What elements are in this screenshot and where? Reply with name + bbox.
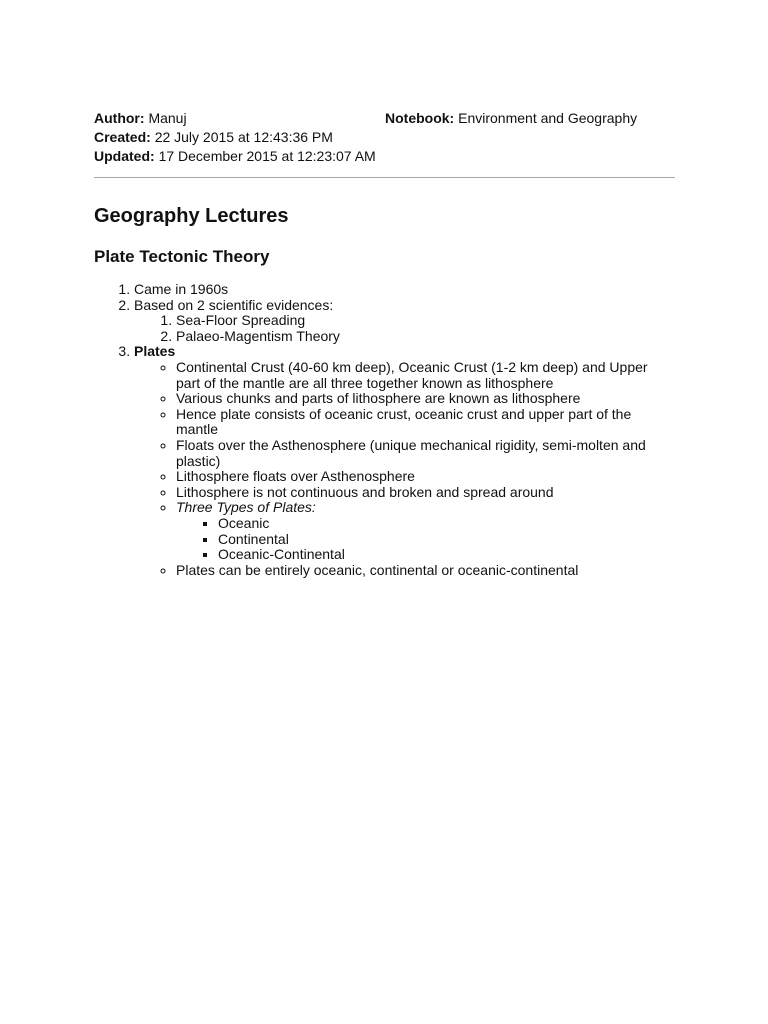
- list-item: [218, 532, 675, 548]
- list-item-text: Three Types of Plates:: [176, 499, 316, 516]
- note-content: [94, 282, 675, 578]
- list-item: [176, 360, 675, 391]
- evidence-list: [134, 313, 675, 344]
- list-item: [176, 500, 675, 562]
- note-metadata: [94, 110, 675, 167]
- list-item: [218, 547, 675, 563]
- main-list: [94, 282, 675, 578]
- list-item: [176, 391, 675, 407]
- list-item: [134, 344, 675, 578]
- meta-right-column: [385, 110, 675, 167]
- list-item-text: Based on 2 scientific evidences:: [134, 296, 334, 313]
- plates-list: [134, 360, 675, 578]
- updated-row: [94, 148, 385, 165]
- created-label: Created:: [94, 129, 151, 145]
- list-item-text: Lithosphere floats over Asthenosphere: [176, 468, 415, 485]
- list-item-text: Sea-Floor Spreading: [176, 312, 306, 329]
- note-page: [94, 110, 675, 578]
- list-item-text: Continental: [218, 530, 289, 547]
- list-item-text: Plates: [134, 343, 176, 360]
- list-item-text: Continental Crust (40-60 km deep), Oceanic Crust (1-2 km deep) and Upper part of the mantle are all three together known as lithosphere: [176, 358, 648, 391]
- list-item: [176, 438, 675, 469]
- list-item-text: Hence plate consists of oceanic crust, oceanic crust and upper part of the mantle: [176, 405, 632, 438]
- list-item-text: Floats over the Asthenosphere (unique mechanical rigidity, semi-molten and plastic): [176, 436, 646, 469]
- meta-left-column: [94, 110, 385, 167]
- list-item-text: Lithosphere is not continuous and broken and spread around: [176, 483, 554, 500]
- header-divider: [94, 177, 675, 178]
- plate-types-list: [176, 516, 675, 563]
- list-item-text: Oceanic-Continental: [218, 546, 345, 563]
- list-item-text: Various chunks and parts of lithosphere are known as lithosphere: [176, 390, 581, 407]
- list-item: [218, 516, 675, 532]
- notebook-row: [385, 110, 675, 127]
- created-value: 22 July 2015 at 12:43:36 PM: [154, 129, 333, 145]
- page-title: Geography Lectures: [94, 205, 289, 227]
- notebook-value: Environment and Geography: [458, 110, 638, 126]
- updated-value: 17 December 2015 at 12:23:07 AM: [158, 148, 376, 164]
- list-item-text: Plates can be entirely oceanic, continental or oceanic-continental: [176, 561, 579, 578]
- list-item: [176, 485, 675, 501]
- list-item: [134, 282, 675, 298]
- created-row: [94, 129, 385, 146]
- author-label: Author:: [94, 110, 145, 126]
- list-item-text: Oceanic: [218, 514, 270, 531]
- list-item: [176, 329, 675, 345]
- author-value: Manuj: [148, 110, 187, 126]
- list-item: [176, 407, 675, 438]
- list-item: [134, 298, 675, 345]
- section-heading: Plate Tectonic Theory: [94, 247, 270, 266]
- updated-label: Updated:: [94, 148, 155, 164]
- list-item-text: Palaeo-Magentism Theory: [176, 327, 340, 344]
- list-item-text: Came in 1960s: [134, 281, 229, 297]
- notebook-label: Notebook:: [385, 110, 455, 126]
- list-item: [176, 563, 675, 579]
- author-row: [94, 110, 385, 127]
- list-item: [176, 313, 675, 329]
- list-item: [176, 469, 675, 485]
